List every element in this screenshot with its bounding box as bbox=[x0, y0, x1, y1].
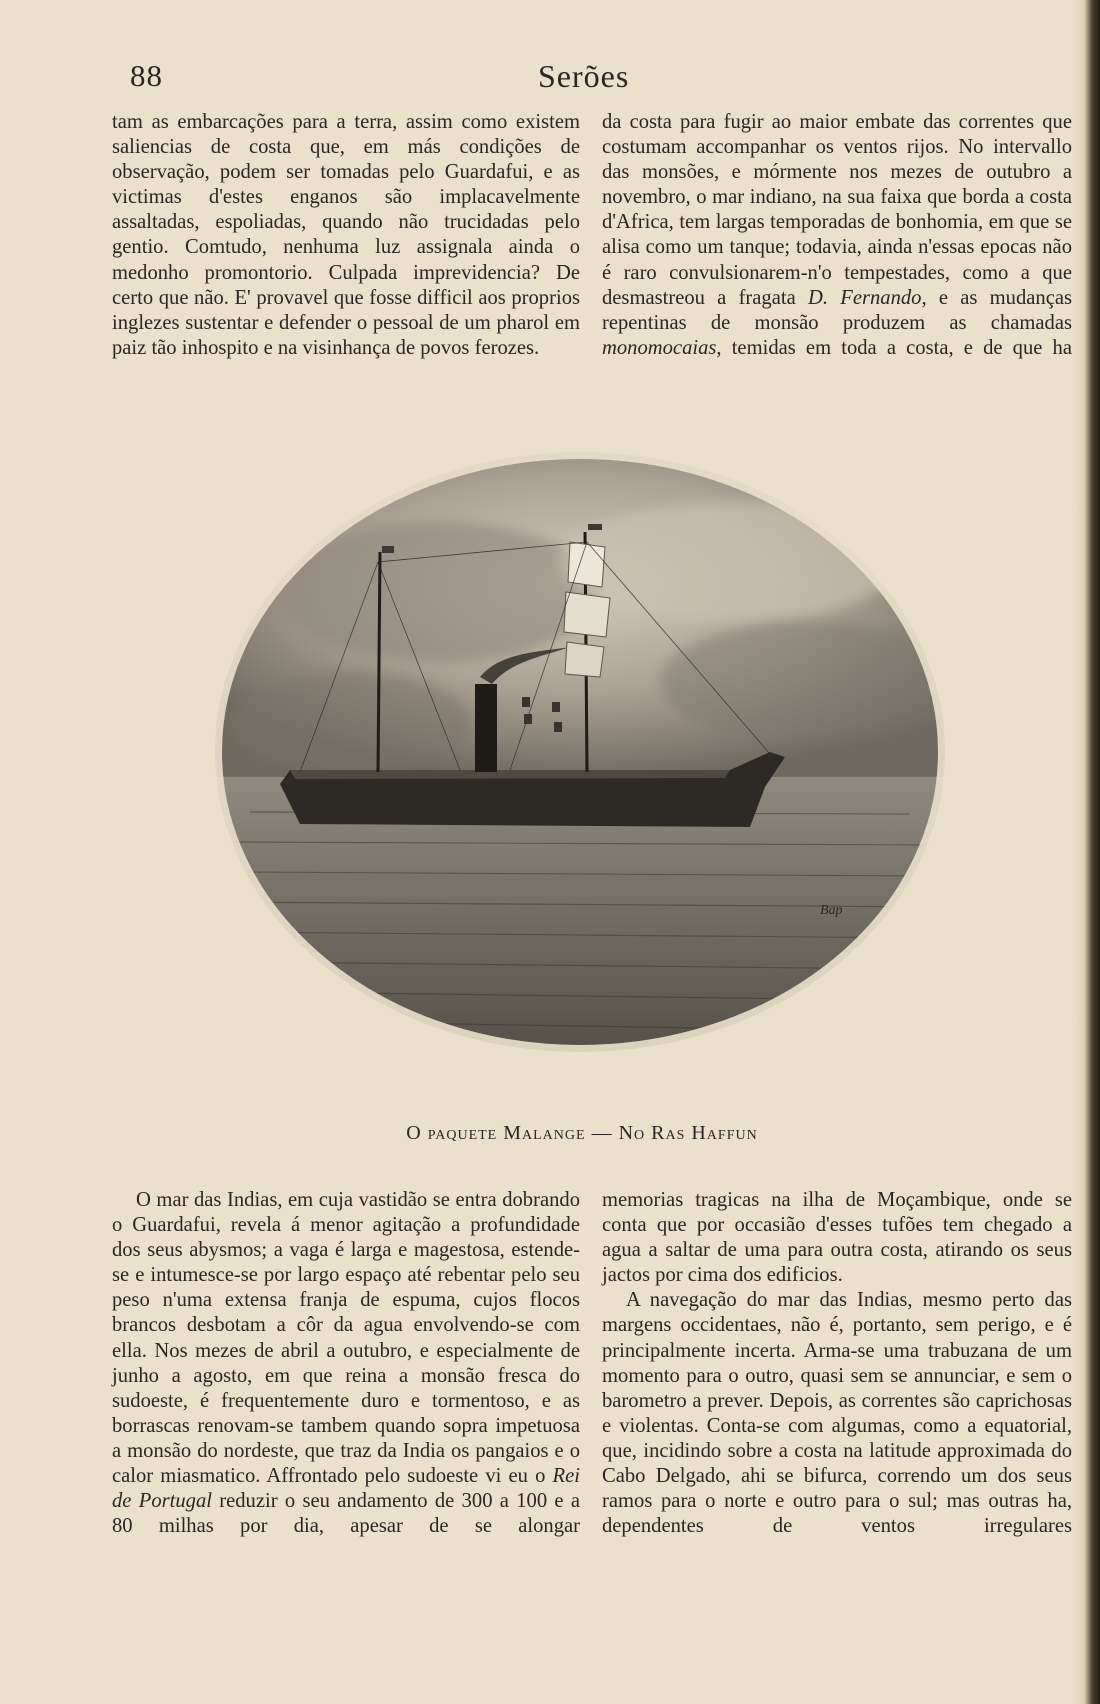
italic-ship-name: D. Fernando bbox=[807, 286, 922, 309]
column-bottom-left bbox=[112, 1188, 580, 1539]
column-bottom-right bbox=[602, 1188, 1072, 1539]
paragraph: A navegação do mar das Indias, mesmo perto das margens occidentaes, não é, portanto, sem perigo, e é principalmente incerta. Arma-se uma trabuzana de um momento para o outro, quasi sem se annunciar, e sem o barometro a prever. Depois, as correntes são caprichosas e violentas. Conta-se com algumas, como a equatorial, que, incidindo sobre a costa na latitude approximada do Cabo Delgado, ahi se bifurca, correndo um dos seus ramos para o norte e outro para o sul; mas outras ha, dependentes de ventos irregulares bbox=[602, 1289, 1072, 1538]
paragraph: memorias tragicas na ilha de Moçambique, onde se conta que por occasião d'esses tufões tem chegado a agua a saltar de uma para outra costa, atirando os seus jactos por cima dos edificios. bbox=[602, 1189, 1072, 1287]
steamship-illustration bbox=[210, 452, 950, 1092]
caption-location: No Ras Haffun bbox=[618, 1122, 758, 1144]
paragraph bbox=[112, 1188, 580, 1539]
caption-title: O paquete Malange bbox=[406, 1122, 586, 1144]
column-top-left bbox=[112, 110, 580, 361]
text-run: , e as mudanças repentinas de monsão produzem as chamadas bbox=[602, 286, 1073, 334]
text-run: , temidas em toda a costa, e de que ha bbox=[716, 336, 1072, 359]
figure-caption bbox=[112, 1122, 1052, 1145]
text-run: reduzir o seu andamento de 300 a 100 e a 80 milhas por dia, apesar de se alongar bbox=[112, 1490, 580, 1538]
text-run: O mar das Indias, em cuja vastidão se entra dobrando o Guardafui, revela á menor agitação a profundidade dos seus abysmos; a vaga é larga e magestosa, estende-se e intumesce-se por largo espaço até rebentar pelo seu peso n'uma extensa franja de espuma, cujos flocos brancos desbotam a côr da agua envolvendo-se com ella. Nos mezes de abril a outubro, e especialmente de junho a agosto, em que reina a monsão fresca do sudoeste, é frequentemente duro e tormentoso, e as borrascas renovam-se tambem quando sopra impetuosa a monsão do nordeste, que traz da India os pangaios e o calor miasmatico. Affrontado pelo sudoeste vi eu o bbox=[112, 1189, 580, 1488]
running-title: Serões bbox=[538, 58, 630, 94]
paragraph: tam as embarcações para a terra, assim como existem saliencias de costa que, em más condições de observação, podem ser tomadas pelo Guardafui, e as victimas d'estes enganos são implacavelmente assaltadas, espoliadas, quando não trucidadas pelo gentio. Comtudo, nenhuma luz assignala ainda o medonho promontorio. Culpada imprevidencia? De certo que não. E' provavel que fosse difficil aos proprios inglezes sustentar e defender o pessoal de um pharol em paiz tão inhospito e na visinhança de povos ferozes. bbox=[112, 111, 580, 359]
paragraph bbox=[602, 110, 1072, 361]
italic-term: monomocaias bbox=[602, 336, 717, 359]
engraving-svg bbox=[210, 452, 950, 1092]
page-binding-edge bbox=[1074, 0, 1100, 1704]
column-top-right bbox=[602, 110, 1072, 361]
text-run: da costa para fugir ao maior embate das correntes que costumam accompanhar os ventos rijos. No intervallo das monsões, e mórmente nos mezes de outubro a novembro, o mar indiano, na sua faixa que borda a costa d'Africa, tem largas temporadas de bonhomia, em que se alisa como um tanque; todavia, ainda n'essas epocas não é raro convulsionarem-n'o tempestades, como a que desmastreou a fragata bbox=[602, 111, 1072, 309]
page-number: 88 bbox=[130, 58, 163, 93]
caption-dash: — bbox=[585, 1122, 619, 1144]
italic-ship-name: Rei de Portugal bbox=[112, 1465, 580, 1513]
page-header bbox=[126, 58, 1076, 98]
artist-signature: Bap bbox=[820, 903, 843, 918]
